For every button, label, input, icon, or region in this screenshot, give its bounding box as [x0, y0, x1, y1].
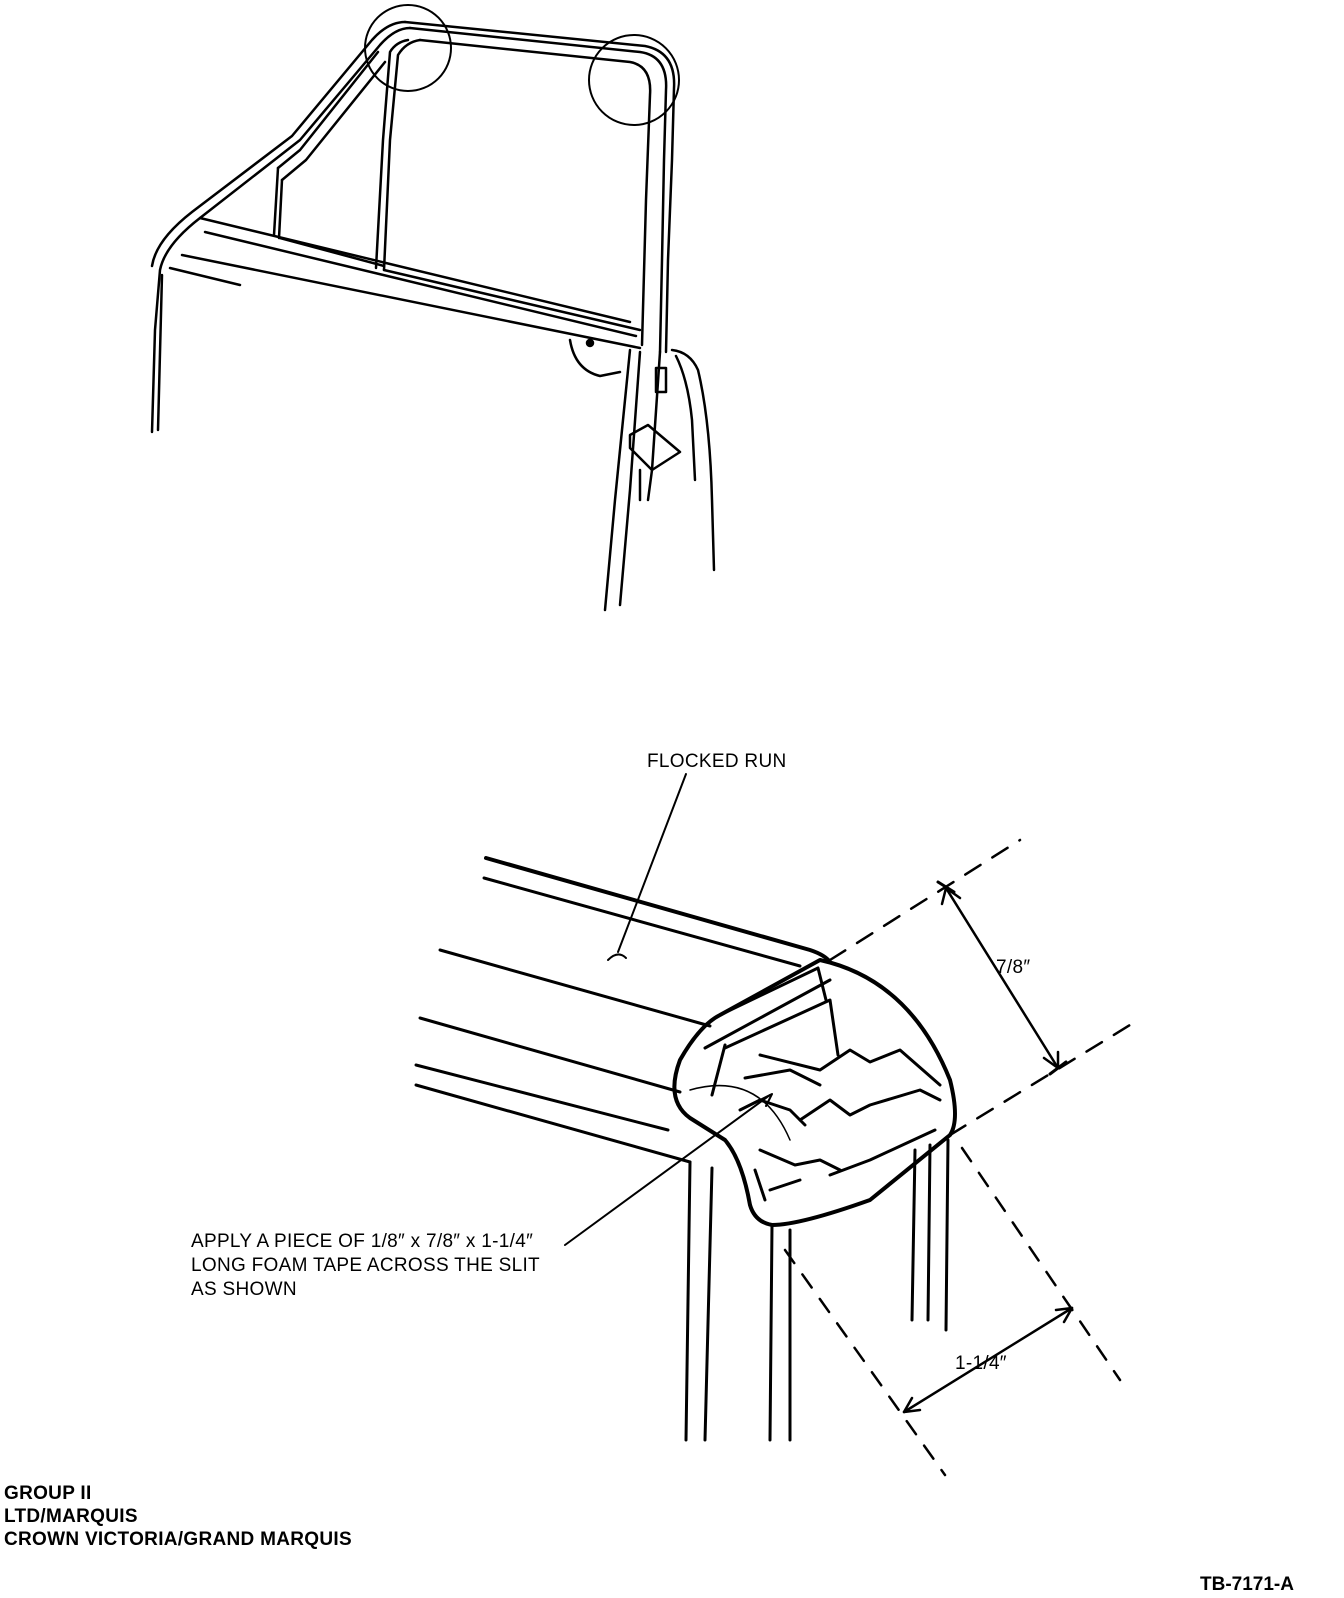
group-line-1: GROUP II: [4, 1483, 92, 1504]
apply-tape-label-line-3: AS SHOWN: [191, 1279, 297, 1300]
flocked-run-illustration: [416, 774, 1130, 1475]
vehicle-group-block: [4, 1482, 352, 1551]
door-illustration: [152, 5, 714, 610]
group-line-3: CROWN VICTORIA/GRAND MARQUIS: [4, 1529, 352, 1550]
length-dimension-label: 1-1/4″: [955, 1353, 1007, 1374]
apply-tape-label-line-1: APPLY A PIECE OF 1/8″ x 7/8″ x 1-1/4″: [191, 1231, 534, 1252]
apply-tape-label-line-2: LONG FOAM TAPE ACROSS THE SLIT: [191, 1255, 540, 1276]
width-dimension-label: 7/8″: [996, 957, 1031, 978]
figure-code: TB-7171-A: [1200, 1574, 1294, 1595]
group-line-2: LTD/MARQUIS: [4, 1506, 138, 1527]
flocked-run-label: FLOCKED RUN: [647, 751, 787, 772]
